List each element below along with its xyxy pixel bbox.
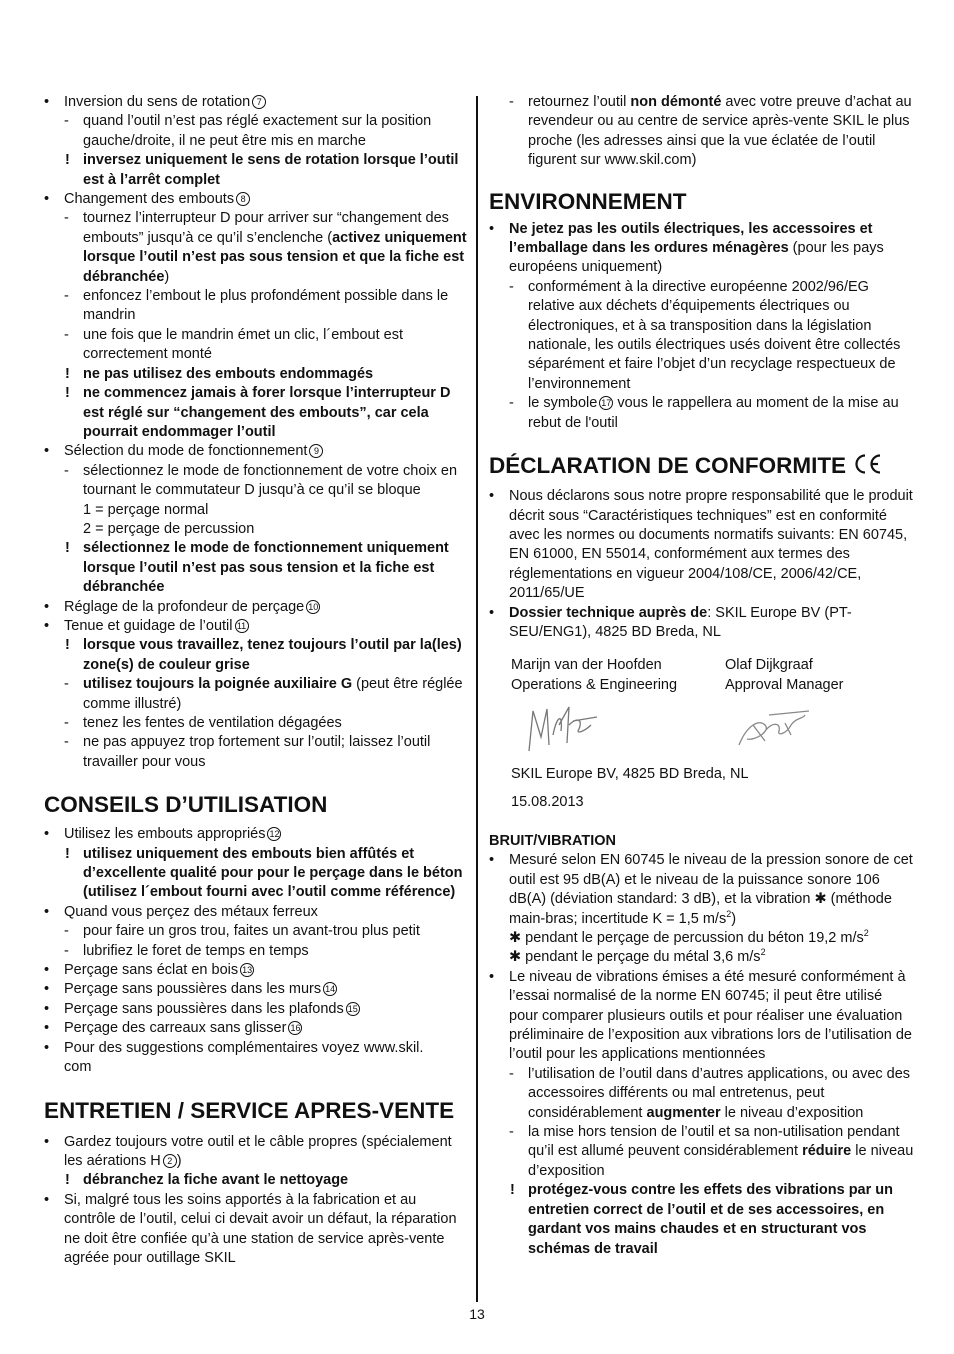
dash-item: - tenez les fentes de ventilation dégagées [64,715,342,731]
ref-circle-14: 14 [325,984,336,995]
company-address: SKIL Europe BV, 4825 BD Breda, NL [511,766,749,783]
bullet-item: • Quand vous perçez des métaux ferreux [44,903,318,920]
ref-circle-8: 8 [236,192,250,206]
dash-item: - l’utilisation de l’outil dans d’autres applications, ou avec des accessoires différents ou mal entretenus, peut considérablement augmenter le niveau d’exposition [509,1065,911,1121]
bullet-selection: • Sélection du mode de fonctionnement 9 [44,442,468,461]
warning-item: ! protégez-vous contre les effets des vibrations par un entretien correct de l’outil et de ses accessoires, en gardant vos mains chaudes et en structurant vos schémas de travail [510,1182,893,1257]
dash-item: - le symbole 17 vous le rappellera au moment de la mise au rebut de l'outil [509,395,899,431]
bullet-item: • Nous déclarons sous notre propre responsabilité que le produit décrit sous “Caractéristiques techniques” est en conformité avec les normes ou documents normatifs suivants: EN 60745, EN 61000, EN 55014, conformément aux termes des réglementations en vigueur 2004/108/CE, 2006/42/CE, 2011/65/UE [489,488,913,602]
warning-item: ! inversez uniquement le sens de rotation lorsque l’outil est à l’arrêt complet [65,152,459,188]
signatories [489,656,914,763]
warning-item: ! débranchez la fiche avant le nettoyage [65,1172,349,1189]
signature-1-image [511,695,725,763]
dash-item: - conformément à la directive européenne 2002/96/EG relative aux déchets d’équipements électriques ou électroniques, et à sa transposition dans la législation nationale, les outils électriques usés doivent être collectés séparément et faire l’objet d’un recyclage respectueux de l’environnement [509,278,901,392]
page-number: 13 [469,1306,485,1322]
ref-circle-16: 16 [290,1023,301,1034]
warning-item: ! utilisez uniquement des embouts bien affûtés et d’excellente qualité pour pour le perçage dans le béton (utilisez l´embout fourni avec l’outil comme référence) [65,845,463,901]
ref-circle-17: 17 [601,398,612,409]
dash-item: - lubrifiez le foret de temps en temps [64,942,309,959]
bullet-item: • Perçage sans poussières dans les murs 14 [44,981,336,998]
dash-item: - tournez l’interrupteur D pour arriver sur “changement des embouts” jusqu’à ce qu’il s’enclenche (activez uniquement lorsque l’outil n’est pas sous tension et que la fiche est débranchée) [64,210,467,285]
dash-item: - la mise hors tension de l’outil et sa non-utilisation pendant qu’il est allumé peuvent considérablement réduire le niveau d’exposition [509,1124,914,1179]
bullet-item: • Gardez toujours votre outil et le câble propres (spécialement les aérations H 2 ) [44,1133,452,1169]
ref-circle-2: 2 [163,1154,177,1168]
signatory-name: Marijn van der Hoofden [511,657,662,674]
left-column [44,93,468,1268]
ref-circle-11: 11 [235,619,249,633]
bullet-item: • Ne jetez pas les outils électriques, les accessoires et l’emballage dans les ordures ménagères (pour les pays européens uniquement) [489,220,884,276]
right-column [489,93,914,1259]
dash-item: - une fois que le mandrin émet un clic, l´embout est correctement monté [64,326,403,363]
bullet-item: • Pour des suggestions complémentaires voyez www.skil. com [44,1039,424,1076]
signatory-2 [725,656,925,695]
dash-item: - utilisez toujours la poignée auxiliaire G (peut être réglée comme illustré) [64,676,463,712]
signatory-1 [511,656,725,695]
section-heading-declaration: DÉCLARATION DE CONFORMITE [489,453,914,479]
warning-item: ! ne pas utilisez des embouts endommagés [65,365,374,382]
bullet-item: • Si, malgré tous les soins apportés à la fabrication et au contrôle de l’outil, celui ci devait avoir un défaut, la réparation ne doit être confiée qu’à une station de service après-vente agréée pour outillage SKIL [44,1191,457,1266]
signature-2-image [725,695,925,763]
ref-circle-12: 12 [269,829,280,840]
ce-mark-icon [852,453,882,475]
dash-item: - sélectionnez le mode de fonctionnement de votre choix en tournant le commutateur D jusqu’à ce qu’il se bloque [64,462,458,499]
ref-circle-10: 10 [308,601,319,612]
bullet-tenue: • Tenue et guidage de l’outil 11 [44,617,468,636]
ref-circle-15: 15 [347,1003,358,1014]
bullet-reglage: • Réglage de la profondeur de perçage 10 [44,598,319,615]
bullet-item: • Dossier technique auprès de: SKIL Europe BV (PT-SEU/ENG1), 4825 BD Breda, NL [489,604,852,640]
bullet-item: • Utilisez les embouts appropriés 12 [44,826,280,843]
ref-circle-7: 7 [252,95,266,109]
dash-item: - retournez l’outil non démonté avec votre preuve d’achat au revendeur ou au centre de service après-vente SKIL le plus proche (les adresses ainsi que la vue éclatée de l’outil figurent sur www.skil.com) [509,94,912,169]
bullet-item: • Perçage sans poussières dans les plafonds 15 [44,1000,358,1017]
bullet-item: • Mesuré selon EN 60745 le niveau de la pression sonore de cet outil est 95 dB(A) et le niveau de la puissance sonore 106 dB(A) (déviation standard: 3 dB), et la vibration ✱ (méthode main-bras; incertitude K = 1,5 $m/s^2$) ✱ pendant le perçage de percussion du béton 19,2 $m/s^2$ ✱ pendant le perçage du métal 3,6 $m/s^2$ [489,852,913,966]
bullet-item: • Le niveau de vibrations émises a été mesuré conformément à l’essai normalisé de la norme EN 60745; il peut être utilisé pour comparer plusieurs outils et pour réaliser une évaluation préliminaire de l’exposition aux vibrations lors de l’utilisation de l’outil pour les applications mentionnées [489,968,912,1063]
section-heading-conseils: CONSEILS D’UTILISATION [44,792,328,818]
column-divider [476,96,478,1302]
section-heading-entretien: ENTRETIEN / SERVICE APRES-VENTE [44,1097,455,1123]
mode-line: 2 = perçage de percussion [83,520,255,537]
bullet-changement: • Changement des embouts 8 [44,190,468,209]
mode-line: 1 = perçage normal [83,501,209,518]
section-heading-environnement: ENVIRONNEMENT [489,188,687,214]
ref-circle-9: 9 [309,444,323,458]
ref-circle-13: 13 [242,965,253,976]
section-heading-bruit: BRUIT/VIBRATION [489,832,617,849]
signatory-role: Operations & Engineering [511,676,678,693]
dash-item: - pour faire un gros trou, faites un avant-trou plus petit [64,923,420,940]
bullet-inversion: • Inversion du sens de rotation 7 [44,93,468,112]
signatory-name: Olaf Dijkgraaf [725,657,813,674]
declaration-date: 15.08.2013 [511,793,584,810]
warning-item: ! sélectionnez le mode de fonctionnement uniquement lorsque l’outil n’est pas sous tension et la fiche est débranchée [65,540,449,596]
bullet-item: • Perçage des carreaux sans glisser 16 [44,1020,301,1037]
bullet-item: • Perçage sans éclat en bois 13 [44,962,253,979]
dash-item: - ne pas appuyez trop fortement sur l’outil; laissez l’outil travailler pour vous [64,734,431,770]
dash-item: - enfoncez l’embout le plus profondément possible dans le mandrin [64,288,449,324]
warning-item: ! lorsque vous travaillez, tenez toujours l’outil par la(les) zone(s) de couleur grise [65,637,462,673]
warning-item: ! ne commencez jamais à forer lorsque l’interrupteur D est réglé sur “changement des embouts”, car cela pourrait endommager l’outil [65,385,451,440]
signatory-role: Approval Manager [725,676,844,693]
dash-item: - quand l’outil n’est pas réglé exactement sur la position gauche/droite, il ne peut être mis en marche [64,113,432,149]
